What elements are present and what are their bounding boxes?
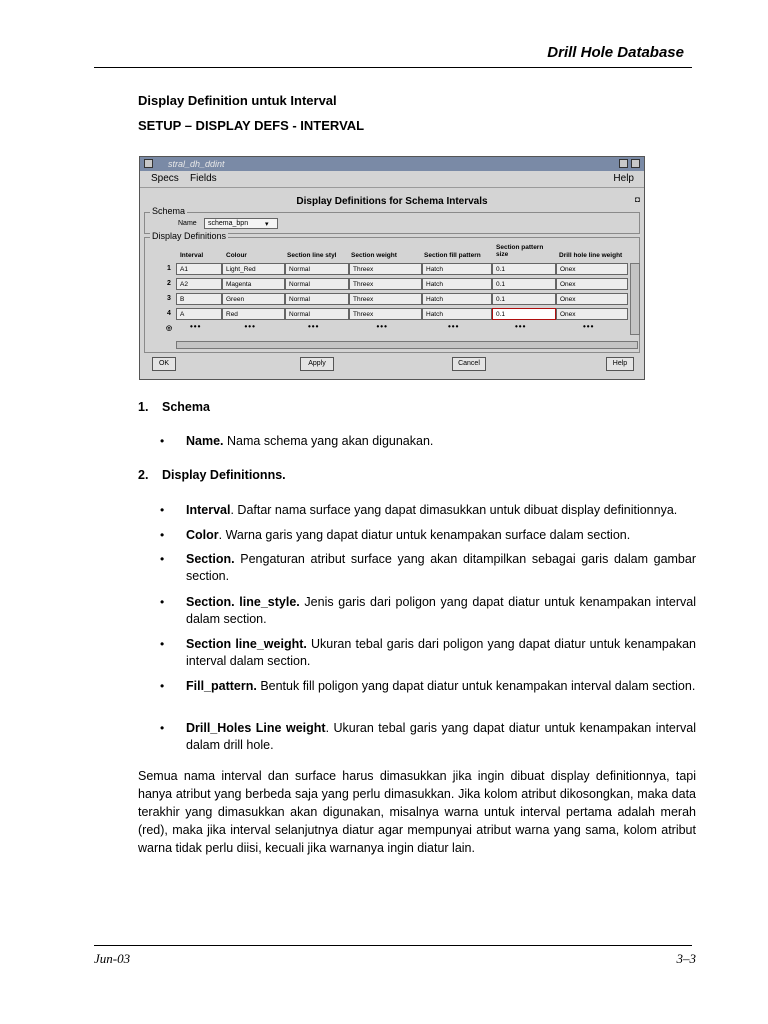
table-cell[interactable]: 0.1 [492,293,556,305]
bullet-text [186,527,696,544]
table-cell[interactable]: Green [222,293,285,305]
table-cell[interactable]: Hatch [422,263,492,275]
empty-new-cell[interactable]: ••• [190,322,202,331]
vertical-scrollbar[interactable] [630,263,640,335]
table-cell[interactable]: Threex [349,308,422,320]
bullet-term: Color [186,528,219,542]
bullet-icon: • [160,637,165,651]
bullet-term: Name. [186,434,224,448]
bullet-description: Nama schema yang akan digunakan. [223,434,434,448]
bullet-text [186,551,696,585]
table-cell[interactable]: A [176,308,222,320]
table-cell[interactable]: Normal [285,293,349,305]
dialog-heading: Display Definitions for Schema Intervals [296,196,488,207]
table-cell[interactable]: Threex [349,293,422,305]
schema-name-field[interactable]: schema_bpn [204,218,278,229]
section-schema [138,400,210,414]
maximize-icon[interactable] [631,159,640,168]
bullet-description: Jenis garis dari poligon yang dapat diatur untuk kenampakan interval dalam section. [186,595,697,626]
column-header: Colour [226,252,247,259]
empty-new-cell[interactable]: ••• [244,322,256,331]
table-cell[interactable]: Onex [556,263,628,275]
empty-new-cell[interactable]: ••• [376,322,388,331]
bullet-icon: • [160,721,165,735]
name-label: Name [178,220,197,227]
bullet-description: . Ukuran tebal garis yang dapat diatur untuk kenampakan interval dalam drill hole. [186,721,697,752]
bullet-description: . Warna garis yang dapat diatur untuk kenampakan surface dalam section. [218,528,631,542]
display-definitions-group-label: Display Definitions [152,231,227,241]
section-number: 1. [138,400,149,414]
menu-path-heading: SETUP – DISPLAY DEFS - INTERVAL [138,118,365,133]
section-number: 2. [138,468,149,482]
section-heading: Display Definition untuk Interval [138,93,337,108]
bullet-description: Bentuk fill poligon yang dapat diatur untuk kenampakan interval dalam section. [256,679,696,693]
table-cell[interactable]: Normal [285,263,349,275]
bullet-text [186,678,696,695]
table-cell[interactable]: Onex [556,293,628,305]
menu-help[interactable]: Help [613,173,634,184]
horizontal-scrollbar[interactable] [176,341,638,349]
window-menu-icon[interactable] [144,159,153,168]
empty-new-cell[interactable]: ••• [308,322,320,331]
bullet-term: Fill_pattern. [186,679,257,693]
bullet-description: Ukuran tebal garis dari poligon yang dapat diatur untuk kenampakan interval dalam section. [186,637,696,668]
bullet-icon: • [160,552,165,566]
bullet-text [186,433,696,450]
body-paragraph: Semua nama interval dan surface harus dimasukkan jika ingin dibuat display definitionnya, tapi hanya atribut yang berbeda saja yang perlu dimasukkan. Jika kolom atribut dikosongkan, maka data terakhir yang dimasukkan akan digunakan, misalnya warna untuk interval pertama adalah merah (red), maka jika interval selanjutnya diatur agar mempunyai atribut warna yang sama, kolom atribut warna tidak perlu diisi, kecuali jika warnanya ingin diatur lain. [138,769,696,855]
bullet-description: . Daftar nama surface yang dapat dimasukkan untuk dibuat display definitionnya. [230,503,678,517]
bullet-icon: • [160,528,165,542]
new-row-marker-icon: ◎ [166,325,173,332]
dialog-window-title: stral_dh_ddint [168,159,225,169]
bullet-description: Pengaturan atribut surface yang akan ditampilkan sebagai garis dalam gambar section. [186,552,696,583]
bullet-term: Drill_Holes Line weight [186,721,326,735]
table-cell[interactable]: Normal [285,278,349,290]
table-cell[interactable]: Normal [285,308,349,320]
table-cell[interactable]: Onex [556,278,628,290]
row-number: 1 [167,265,171,272]
header-title: Drill Hole Database [547,44,684,61]
bullet-term: Section line_weight. [186,637,307,651]
scroll-indicator-icon: ◘ [635,195,640,204]
table-cell[interactable]: Onex [556,308,628,320]
table-cell[interactable]: Red [222,308,285,320]
table-cell[interactable]: Threex [349,263,422,275]
bullet-term: Section. [186,552,235,566]
schema-group-label: Schema [152,206,186,216]
header-rule [94,67,692,68]
section-title: Display Definitionns. [162,468,286,482]
column-header: Section line styl [287,252,337,259]
section-display-definitions [138,468,286,482]
table-cell[interactable]: 0.1 [492,308,556,320]
help-button[interactable]: Help [606,357,634,371]
bullet-icon: • [160,434,165,448]
bullet-text [186,636,696,670]
table-cell[interactable]: Hatch [422,278,492,290]
column-header: Interval [180,252,204,259]
bullet-term: Section. line_style. [186,595,300,609]
minimize-icon[interactable] [619,159,628,168]
apply-button[interactable]: Apply [300,357,334,371]
table-cell[interactable]: 0.1 [492,263,556,275]
empty-new-cell[interactable]: ••• [583,322,595,331]
footer-date: Jun-03 [94,951,131,966]
dialog-menubar [140,171,644,188]
ok-button[interactable]: OK [152,357,176,371]
table-cell[interactable]: 0.1 [492,278,556,290]
column-header: Section pattern size [496,244,544,258]
bullet-term: Interval [186,503,231,517]
menu-fields[interactable]: Fields [190,173,217,184]
column-header: Section fill pattern [424,252,481,259]
table-cell[interactable]: B [176,293,222,305]
table-cell[interactable]: Hatch [422,308,492,320]
cancel-button[interactable]: Cancel [452,357,486,371]
bullet-icon: • [160,503,165,517]
row-number: 3 [167,295,171,302]
display-definitions-dialog [139,156,645,380]
column-header: Drill hole line weight [559,252,623,259]
table-cell[interactable]: Magenta [222,278,285,290]
footer-rule [94,945,692,946]
bullet-icon: • [160,679,165,693]
section-title: Schema [162,400,210,414]
column-header: Section weight [351,252,397,259]
bullet-icon: • [160,595,165,609]
row-number: 4 [167,310,171,317]
menu-specs[interactable]: Specs [151,173,179,184]
empty-new-cell[interactable]: ••• [515,322,527,331]
bullet-text [186,720,696,754]
table-cell[interactable]: A1 [176,263,222,275]
table-cell[interactable]: A2 [176,278,222,290]
table-cell[interactable]: Threex [349,278,422,290]
table-cell[interactable]: Light_Red [222,263,285,275]
empty-new-cell[interactable]: ••• [448,322,460,331]
page-number: 3–3 [676,951,696,966]
table-cell[interactable]: Hatch [422,293,492,305]
bullet-text [186,502,696,519]
chevron-down-icon[interactable]: ▾ [265,221,269,228]
row-number: 2 [167,280,171,287]
dialog-titlebar[interactable] [140,157,644,171]
bullet-text [186,594,696,628]
